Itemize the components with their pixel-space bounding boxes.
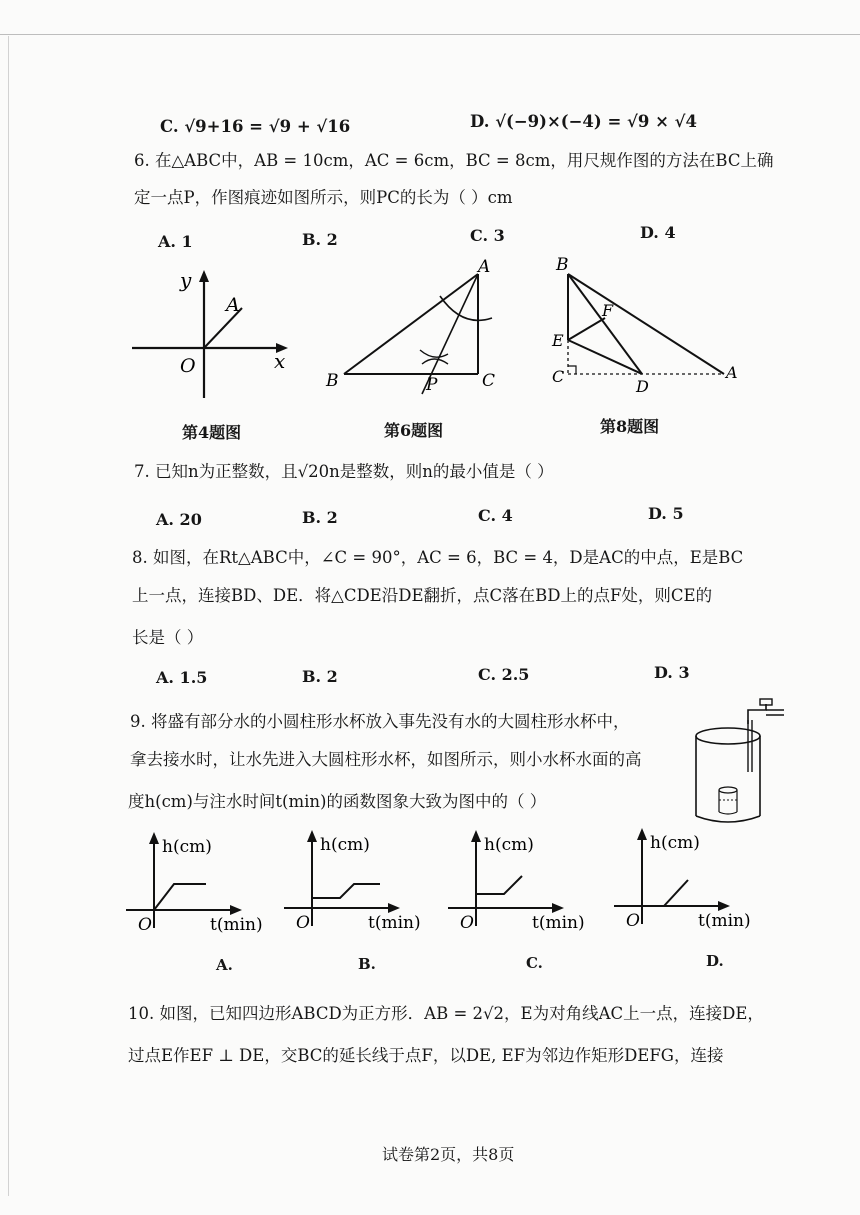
fig8-caption: 第8题图 <box>600 417 660 436</box>
fig4-label-a: A <box>226 294 240 316</box>
q7-option-d: D. 5 <box>648 504 684 523</box>
q9-graph-a <box>124 828 266 940</box>
fig8-label-d: D <box>636 377 649 396</box>
q9-graph-c-label: C. <box>526 954 543 972</box>
q9-graph-d-origin: O <box>626 911 640 931</box>
left-border <box>8 36 9 1196</box>
q10-line2: 过点E作EF ⊥ DE，交BC的延长线于点F，以DE, EF为邻边作矩形DEFG，连接 <box>128 1046 724 1065</box>
q9-cup-illustration <box>688 696 788 834</box>
q8-option-c: C. 2.5 <box>478 665 530 684</box>
q9-graph-b-axis-x: t(min) <box>368 913 421 933</box>
q8-option-b: B. 2 <box>302 667 338 686</box>
q9-graph-a-axis-x: t(min) <box>210 915 263 935</box>
q10-line1: 10. 如图，已知四边形ABCD为正方形．AB = 2√2，E为对角线AC上一点，连接DE， <box>128 1004 764 1023</box>
q9-graph-b <box>282 826 424 938</box>
q8-line3: 长是（ ） <box>132 628 204 647</box>
fig6-caption: 第6题图 <box>384 421 444 440</box>
q9-graph-b-label: B. <box>358 955 376 973</box>
fig4-label-x: x <box>274 349 286 373</box>
q8-line2: 上一点，连接BD、DE．将△CDE沿DE翻折，点C落在BD上的点F处，则CE的 <box>132 586 713 605</box>
fig8-label-c: C <box>552 367 565 386</box>
q7-text: 7. 已知n为正整数，且√20n是整数，则n的最小值是（ ） <box>134 462 554 481</box>
fig6-label-p: P <box>426 375 438 395</box>
q6-line2: 定一点P，作图痕迹如图所示，则PC的长为（ ）cm <box>134 188 513 207</box>
q9-graph-c-axis-x: t(min) <box>532 913 585 933</box>
fig6-label-b: B <box>326 371 339 391</box>
fig6-label-a: A <box>478 257 491 277</box>
q7-option-b: B. 2 <box>302 508 338 527</box>
q9-graph-c-origin: O <box>460 913 474 933</box>
figure-8 <box>548 252 748 397</box>
q6-option-c: C. 3 <box>470 226 505 245</box>
q6-option-d: D. 4 <box>640 223 676 242</box>
q7-option-a: A. 20 <box>156 510 202 529</box>
fig4-label-y: y <box>180 268 192 292</box>
q7-option-c: C. 4 <box>478 506 513 525</box>
figure-4 <box>128 262 298 402</box>
q9-line3: 度h(cm)与注水时间t(min)的函数图象大致为图中的（ ） <box>128 792 547 811</box>
fig4-caption: 第4题图 <box>182 423 242 442</box>
q9-graph-b-origin: O <box>296 913 310 933</box>
q9-graph-a-label: A. <box>216 956 233 974</box>
figure-6 <box>322 252 512 402</box>
top-border <box>0 34 860 35</box>
q6-option-a: A. 1 <box>158 232 193 251</box>
q9-line1: 9. 将盛有部分水的小圆柱形水杯放入事先没有水的大圆柱形水杯中， <box>130 712 630 731</box>
q9-graph-d-axis-x: t(min) <box>698 911 751 931</box>
q9-graph-d-axis-y: h(cm) <box>650 833 700 853</box>
q8-line1: 8. 如图，在Rt△ABC中，∠C = 90°，AC = 6，BC = 4，D是AC的中点，E是BC <box>132 548 744 567</box>
q9-graph-c-axis-y: h(cm) <box>484 835 534 855</box>
q6-line1: 6. 在△ABC中，AB = 10cm，AC = 6cm，BC = 8cm，用尺规作图的方法在BC上确 <box>134 151 774 170</box>
fig8-label-f: F <box>602 301 614 320</box>
q9-graph-a-origin: O <box>138 915 152 935</box>
q9-line2: 拿去接水时，让水先进入大圆柱形水杯，如图所示，则小水杯水面的高 <box>130 750 642 769</box>
fig8-label-a: A <box>726 363 738 382</box>
q9-graph-d-label: D. <box>706 952 724 970</box>
q9-graph-d <box>612 824 754 936</box>
fig8-label-e: E <box>552 331 564 350</box>
fig8-label-b: B <box>556 255 569 275</box>
q5-option-c: C. √9+16 = √9 + √16 <box>160 117 351 136</box>
q9-graph-b-axis-y: h(cm) <box>320 835 370 855</box>
q8-option-d: D. 3 <box>654 663 690 682</box>
q6-option-b: B. 2 <box>302 230 338 249</box>
q5-option-d: D. √(−9)×(−4) = √9 × √4 <box>470 112 697 131</box>
q9-graph-c <box>446 826 588 938</box>
q9-graph-a-axis-y: h(cm) <box>162 837 212 857</box>
fig6-label-c: C <box>482 371 496 391</box>
fig4-label-o: O <box>180 355 196 377</box>
page-footer: 试卷第2页，共8页 <box>382 1145 515 1164</box>
q8-option-a: A. 1.5 <box>156 668 208 687</box>
